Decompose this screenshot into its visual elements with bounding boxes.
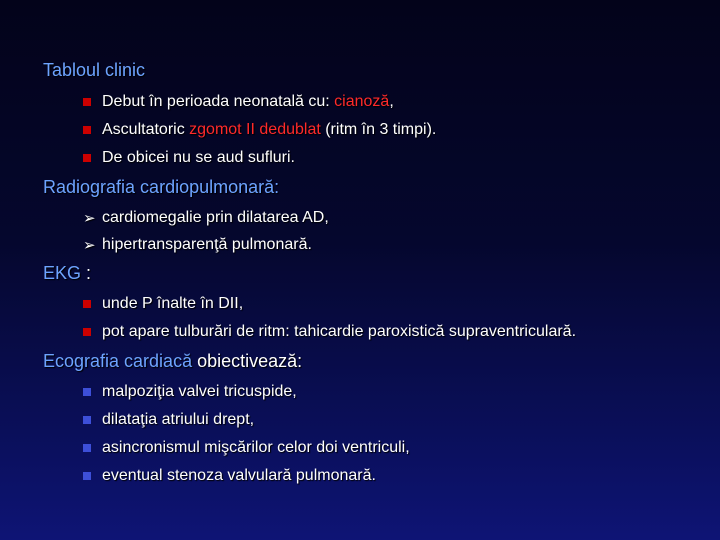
section-title-ekg: EKG :: [43, 263, 92, 283]
item-text: malpoziţia valvei tricuspide,: [102, 383, 297, 400]
square-bullet-icon: [83, 126, 91, 134]
arrow-bullet-icon: ➢: [83, 210, 96, 227]
list-item: [83, 465, 376, 487]
item-text: pot apare tulburări de ritm: tahicardie paroxistică supraventriculară.: [102, 323, 577, 340]
item-text: De obicei nu se aud sufluri.: [102, 149, 295, 166]
list-item: [83, 91, 394, 113]
list-item: [83, 293, 243, 315]
item-text: Ascultatoric zgomot II dedublat (ritm în 3 timpi).: [102, 121, 437, 138]
item-text: Debut în perioada neonatală cu: cianoză,: [102, 93, 394, 110]
square-bullet-icon: [83, 388, 91, 396]
square-bullet-icon: [83, 444, 91, 452]
list-item: [83, 147, 295, 169]
square-bullet-icon: [83, 472, 91, 480]
highlight-text: zgomot II dedublat: [189, 121, 321, 138]
item-text: eventual stenoza valvulară pulmonară.: [102, 467, 376, 484]
square-bullet-icon: [83, 98, 91, 106]
list-item: [83, 437, 410, 459]
item-text: unde P înalte în DII,: [102, 295, 244, 312]
list-item: [83, 207, 329, 229]
item-text: asincronismul mişcărilor celor doi ventriculi,: [102, 439, 410, 456]
arrow-bullet-icon: ➢: [83, 237, 96, 254]
section-title-echo: Ecografia cardiacă obiectivează:: [43, 351, 303, 371]
item-text: hipertransparenţă pulmonară.: [102, 236, 312, 253]
square-bullet-icon: [83, 328, 91, 336]
list-item: [83, 321, 576, 343]
square-bullet-icon: [83, 416, 91, 424]
highlight-text: cianoză: [334, 93, 390, 110]
square-bullet-icon: [83, 300, 91, 308]
list-item: [83, 119, 436, 141]
section-title-clinical: Tabloul clinic: [43, 60, 146, 80]
item-text: dilataţia atriului drept,: [102, 411, 255, 428]
list-item: [83, 381, 297, 403]
item-text: cardiomegalie prin dilatarea AD,: [102, 209, 329, 226]
square-bullet-icon: [83, 154, 91, 162]
section-title-radiography: Radiografia cardiopulmonară:: [43, 177, 280, 197]
list-item: [83, 409, 254, 431]
list-item: [83, 234, 312, 256]
